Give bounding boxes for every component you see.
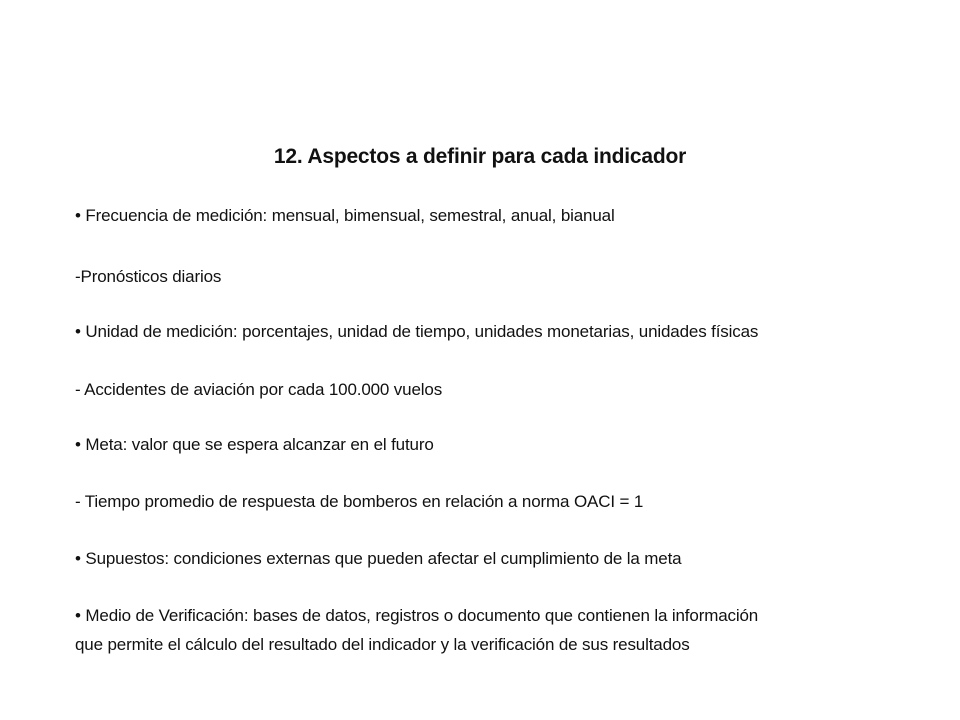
bullet-meta: • Meta: valor que se espera alcanzar en el futuro — [75, 435, 434, 454]
example-tiempo-bomberos: - Tiempo promedio de respuesta de bomberos en relación a norma OACI = 1 — [75, 492, 644, 511]
bullet-supuestos: • Supuestos: condiciones externas que pueden afectar el cumplimiento de la meta — [75, 549, 682, 568]
example-pronosticos: -Pronósticos diarios — [75, 267, 222, 286]
example-accidentes: - Accidentes de aviación por cada 100.000 vuelos — [75, 380, 443, 399]
bullet-unidad: • Unidad de medición: porcentajes, unidad de tiempo, unidades monetarias, unidades físicas — [75, 322, 759, 341]
bullet-medio-verificacion: • Medio de Verificación: bases de datos, registros o documento que contienen la información — [75, 606, 759, 625]
bullet-medio-verificacion-cont: que permite el cálculo del resultado del indicador y la verificación de sus resultados — [75, 635, 690, 654]
slide-title: 12. Aspectos a definir para cada indicador — [273, 145, 687, 168]
bullet-frecuencia: • Frecuencia de medición: mensual, bimensual, semestral, anual, bianual — [75, 206, 615, 225]
